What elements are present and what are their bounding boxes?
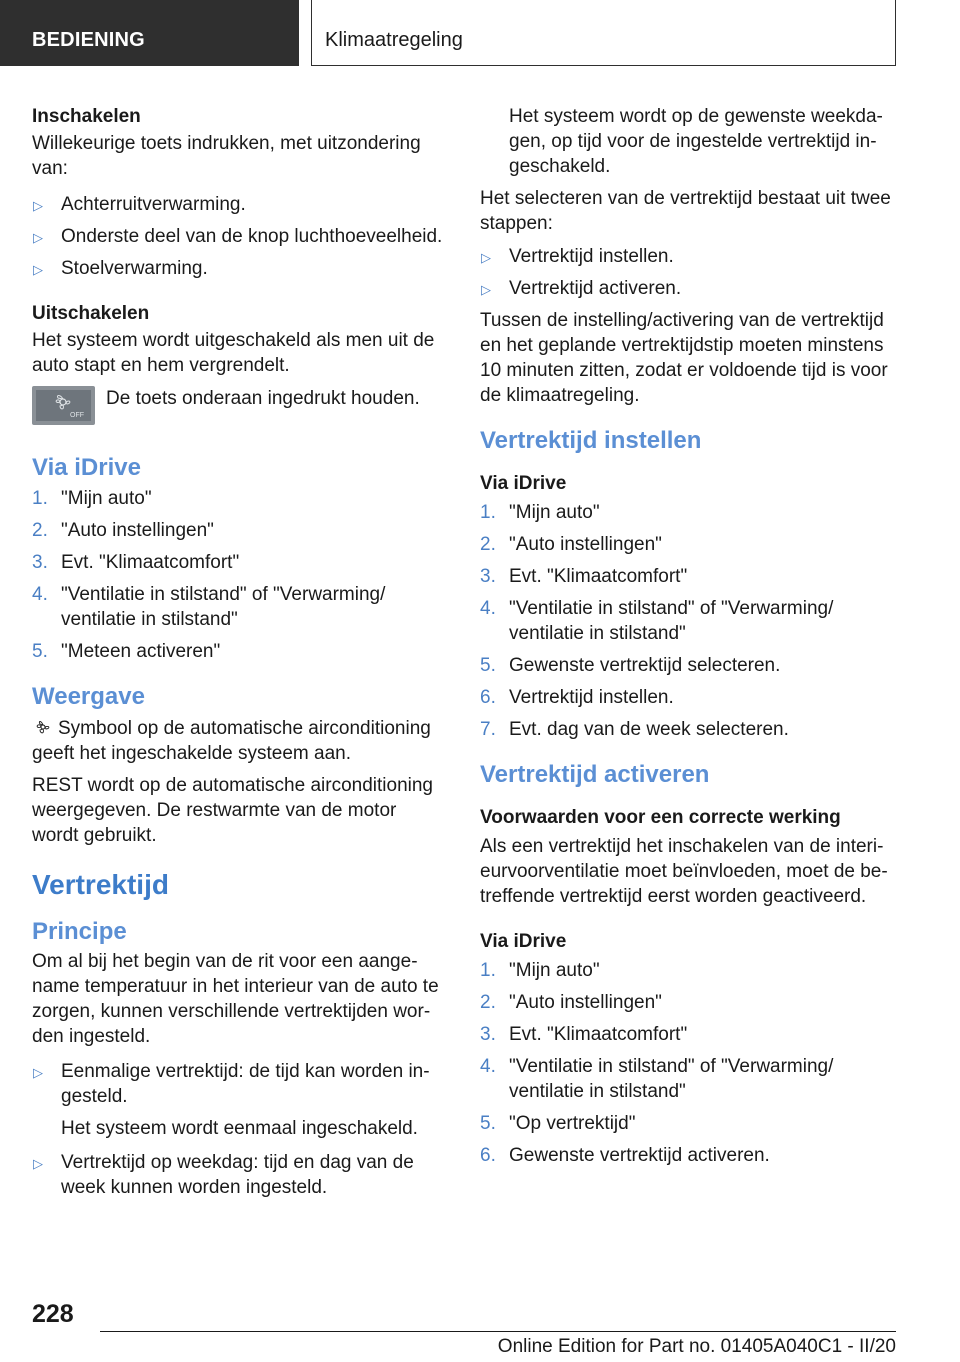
list-item: 6. Vertrektijd instellen. (480, 687, 674, 708)
fan-off-button-icon (32, 386, 95, 425)
voorwaarden-heading: Voorwaarden voor een correcte werking (480, 807, 841, 828)
principe-item1-sub: Het systeem wordt eenmaal ingeschakeld. (61, 1118, 418, 1139)
select-text: Het selecteren van de vertrektijd bestaat uit twee stappen: (480, 188, 891, 234)
list-item: 4. "Ventilatie in stilstand" of "Verwarming/ ventilatie in stilstand" (480, 598, 834, 644)
chapter-tab (311, 0, 896, 66)
weergave-text-2: REST wordt op de automatische airconditioning weergegeven. De restwarmte van de motor wordt gebruikt. (32, 775, 433, 846)
list-item: ▷ Vertrektijd activeren. (480, 276, 900, 301)
instellen-via-heading: Via iDrive (480, 473, 567, 494)
list-item: ▷ Onderste deel van de knop luchthoeveelheid. (32, 224, 444, 249)
vertrektijd-heading: Vertrektijd (32, 869, 169, 900)
section-title: BEDIENING (32, 29, 145, 51)
principe-text: Om al bij het begin van de rit voor een aangename temperatuur in het interieur van de auto te zorgen, kunnen verschillende vertrektijden worden ingesteld. (32, 951, 439, 1047)
button-instruction (32, 386, 444, 438)
list-item: ▷ Stoelverwarming. (32, 256, 444, 281)
list-item: ▷ Vertrektijd instellen. (480, 244, 900, 269)
list-item: 3. Evt. "Klimaatcomfort" (480, 1024, 688, 1045)
bullet-triangle-icon: ▷ (33, 230, 43, 245)
page-header (0, 0, 960, 66)
inschakelen-text: Willekeurige toets indrukken, met uitzondering van: (32, 133, 421, 179)
list-item: 5. Gewenste vertrektijd selecteren. (480, 655, 781, 676)
list-item: ▷ Vertrektijd op weekdag: tijd en dag van de week kunnen worden ingesteld. (33, 1152, 414, 1198)
fan-symbol-icon (32, 718, 54, 736)
activeren-heading: Vertrektijd activeren (480, 761, 710, 788)
list-item: 2. "Auto instellingen" (32, 520, 214, 541)
weergave-heading: Weergave (32, 683, 145, 710)
list-item: 2. "Auto instellingen" (480, 534, 662, 555)
uitschakelen-text: Het systeem wordt uitgeschakeld als men uit de auto stapt en hem vergrendelt. (32, 330, 435, 376)
bullet-triangle-icon: ▷ (481, 282, 491, 297)
weergave-text-1: Symbool op de automatische airconditioning geeft het ingeschakelde systeem aan. (32, 718, 431, 764)
list-item: 2. "Auto instellingen" (480, 992, 662, 1013)
list-item: 1. "Mijn auto" (480, 502, 600, 523)
left-column (32, 104, 444, 1207)
list-item: 5. "Meteen activeren" (32, 641, 221, 662)
continued-text: Het systeem wordt op de gewenste weekdagen, op tijd voor de ingestelde vertrektijd ingeschakeld. (509, 106, 883, 177)
right-column (480, 104, 900, 1175)
list-item: 3. Evt. "Klimaatcomfort" (480, 566, 688, 587)
bullet-triangle-icon: ▷ (481, 250, 491, 265)
bullet-triangle-icon: ▷ (33, 1156, 43, 1171)
svg-text:OFF: OFF (70, 412, 84, 419)
list-item: ▷ Achterruitverwarming. (32, 192, 444, 217)
list-item: 4. "Ventilatie in stilstand" of "Verwarming/ ventilatie in stilstand" (480, 1056, 834, 1102)
via-idrive-heading: Via iDrive (32, 454, 141, 481)
list-item: 5. "Op vertrektijd" (480, 1113, 636, 1134)
bullet-triangle-icon: ▷ (33, 262, 43, 277)
section-tab (0, 0, 299, 66)
list-item: 3. Evt. "Klimaatcomfort" (32, 552, 240, 573)
inschakelen-heading: Inschakelen (32, 106, 141, 127)
list-item: 1. "Mijn auto" (480, 960, 600, 981)
bullet-triangle-icon: ▷ (33, 1065, 43, 1080)
list-item: 1. "Mijn auto" (32, 488, 152, 509)
page-number: 228 (32, 1300, 74, 1328)
activeren-via-heading: Via iDrive (480, 931, 567, 952)
tussen-text: Tussen de instelling/activering van de vertrektijd en het geplande vertrektijdstip moeten minstens 10 minuten zitten, zodat er voldoende tijd is voor de klimaatregeling. (480, 310, 888, 406)
instellen-heading: Vertrektijd instellen (480, 427, 702, 454)
bullet-triangle-icon: ▷ (33, 198, 43, 213)
voorwaarden-text: Als een vertrektijd het inschakelen van de interieurvoorventilatie moet beïnvloeden, moet de betreffende vertrektijd eerst worden geactiveerd. (480, 836, 888, 907)
button-instruction-text: De toets onderaan ingedrukt houden. (106, 388, 420, 409)
list-item: 4. "Ventilatie in stilstand" of "Verwarming/ ventilatie in stilstand" (32, 584, 386, 630)
list-item: ▷ Eenmalige vertrektijd: de tijd kan worden ingesteld. (33, 1061, 430, 1107)
edition-text: Online Edition for Part no. 01405A040C1 - II/20 (497, 1336, 896, 1357)
footer-divider (100, 1331, 896, 1332)
principe-heading: Principe (32, 918, 127, 945)
list-item: 7. Evt. dag van de week selecteren. (480, 719, 789, 740)
list-item: 6. Gewenste vertrektijd activeren. (480, 1145, 770, 1166)
chapter-title: Klimaatregeling (325, 29, 463, 51)
uitschakelen-heading: Uitschakelen (32, 303, 150, 324)
